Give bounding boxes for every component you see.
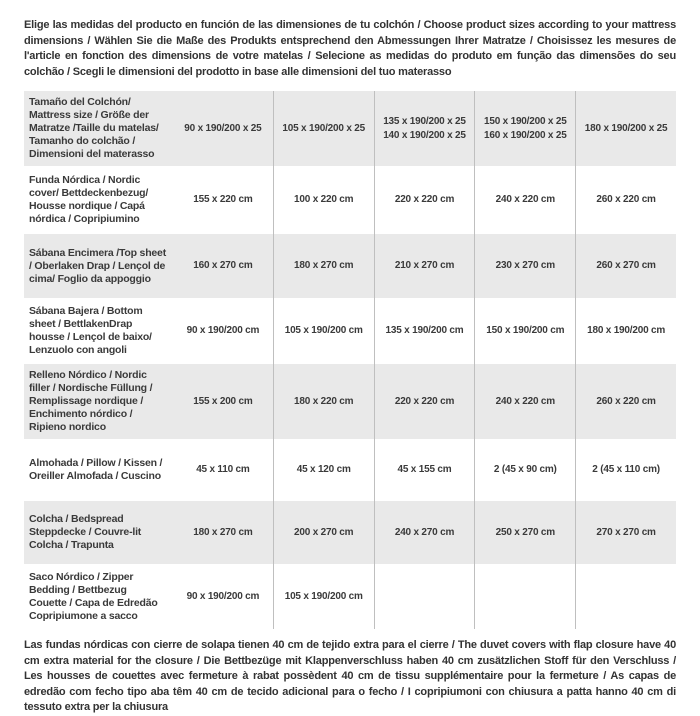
size-cell (173, 501, 273, 564)
size-value: 150 x 190/200 cm (486, 325, 565, 336)
size-cell (173, 166, 273, 234)
row-label: Almohada / Pillow / Kissen / Oreiller Almofada / Cuscino (29, 457, 163, 482)
size-value: 240 x 270 cm (394, 526, 455, 538)
size-cell (474, 364, 575, 439)
size-value: 90 x 190/200 cm (186, 325, 260, 336)
size-cell (474, 91, 575, 166)
size-value: 155 x 200 cm (193, 395, 253, 407)
size-cell (374, 364, 475, 439)
size-cell (474, 439, 575, 501)
size-value: 45 x 155 cm (397, 464, 452, 475)
size-cell (273, 166, 374, 234)
size-value: 210 x 270 cm (394, 260, 455, 271)
size-value: 150 x 190/200 x 25 (483, 115, 567, 127)
size-cell (474, 501, 575, 564)
size-cell (374, 91, 475, 166)
size-cell (173, 91, 273, 166)
size-value: 160 x 270 cm (193, 260, 253, 271)
size-cell (374, 298, 475, 364)
size-value: 90 x 190/200 x 25 (184, 122, 262, 134)
size-value: 155 x 220 cm (193, 194, 253, 205)
size-value: 270 x 270 cm (596, 526, 656, 538)
intro-text: Elige las medidas del producto en función de las dimensiones de tu colchón / Choose product sizes according to your mattress dimensions / Wählen Sie die Maße des Produkts entsprechend den Abmessungen Ihrer Matratze / Choisissez les mesures de l'article en fonction des dimensions de votre matelas / Selecione as medidas do produto em função das dimensões do seu colchão / Scegli le dimensioni del prodotto in base alle dimensioni del tuo materasso (24, 19, 676, 78)
size-cell (575, 298, 676, 364)
size-cell (575, 501, 676, 564)
table-row-nordic-filler (24, 364, 676, 439)
size-cell (575, 564, 676, 629)
size-cell (273, 564, 374, 629)
size-cell (575, 91, 676, 166)
size-value: 180 x 270 cm (294, 260, 354, 271)
size-table (24, 91, 676, 629)
size-cell (273, 501, 374, 564)
size-value: 90 x 190/200 cm (186, 590, 260, 602)
size-cell (173, 439, 273, 501)
size-value: 2 (45 x 90 cm) (493, 464, 557, 475)
size-value: 45 x 120 cm (296, 464, 351, 475)
row-label: Funda Nórdica / Nordic cover/ Bettdeckenbezug/ Housse nordique / Capá nórdica / Copripiumino (29, 174, 149, 225)
size-cell (273, 298, 374, 364)
size-value: 260 x 270 cm (596, 260, 656, 271)
size-value: 240 x 220 cm (495, 194, 555, 205)
size-cell (374, 501, 475, 564)
size-value: 260 x 220 cm (596, 395, 656, 407)
size-cell (374, 564, 475, 629)
size-value: 160 x 190/200 x 25 (483, 129, 567, 141)
size-cell (374, 234, 475, 298)
size-cell (273, 439, 374, 501)
size-value: 230 x 270 cm (495, 260, 555, 271)
size-cell (575, 234, 676, 298)
size-value: 220 x 220 cm (394, 395, 455, 407)
size-value: 260 x 220 cm (596, 194, 656, 205)
size-cell (575, 439, 676, 501)
size-value: 105 x 190/200 cm (284, 590, 363, 602)
size-value: 105 x 190/200 cm (284, 325, 363, 336)
size-value: 220 x 220 cm (394, 194, 455, 205)
size-value: 240 x 220 cm (495, 395, 555, 407)
size-value: 250 x 270 cm (495, 526, 555, 538)
footer-note: Las fundas nórdicas con cierre de solapa tienen 40 cm de tejido extra para el cierre / The duvet covers with flap closure have 40 cm extra material for the closure / Die Bettbezüge mit Klappenverschluss haben 40 cm zusätzlichen Stoff für den Verschluss / Les housses de couettes avec fermeture à rabat possèdent 40 cm de tissu supplémentaire pour la fermeture / As capas de edredão com fecho tipo aba têm 40 cm de tecido adicional para o fecho / I copripiumoni con chiusura a patta hanno 40 cm di tessuto extra per la chiusura (24, 639, 676, 713)
size-value: 105 x 190/200 x 25 (282, 122, 365, 134)
size-value: 135 x 190/200 x 25 (383, 115, 466, 127)
size-cell (173, 234, 273, 298)
size-cell (374, 166, 475, 234)
row-label: Relleno Nórdico / Nordic filler / Nordische Füllung / Remplissage nordique / Enchimento nórdico / Ripieno nordico (29, 369, 153, 433)
row-label: Saco Nórdico / Zipper Bedding / Bettbezug Couette / Capa de Edredão Copripiumone a sacco (29, 570, 158, 622)
size-cell (474, 166, 575, 234)
row-label: Colcha / Bedspread Steppdecke / Couvre-lit Colcha / Trapunta (29, 513, 142, 551)
size-value: 2 (45 x 110 cm) (592, 464, 660, 475)
size-value: 180 x 190/200 x 25 (584, 122, 668, 134)
size-cell (575, 364, 676, 439)
size-cell (173, 364, 273, 439)
table-row-mattress-size (24, 91, 676, 166)
size-cell (273, 364, 374, 439)
size-cell (273, 234, 374, 298)
row-label: Sábana Encimera /Top sheet / Oberlaken Drap / Lençol de cima/ Foglio da appoggio (29, 246, 166, 285)
row-label: Sábana Bajera / Bottom sheet / BettlakenDrap housse / Lençol de baixo/ Lenzuolo con angoli (29, 305, 152, 356)
size-value: 100 x 220 cm (294, 194, 354, 205)
size-cell (474, 234, 575, 298)
table-row-bottom-sheet (24, 298, 676, 364)
size-value: 180 x 190/200 cm (587, 325, 666, 336)
row-label: Tamaño del Colchón/ Mattress size / Größe der Matratze /Taille du matelas/ Tamanho do colchão / Dimensioni del materasso (29, 96, 159, 160)
table-row-pillow (24, 439, 676, 501)
size-cell (474, 564, 575, 629)
size-cell (173, 298, 273, 364)
table-row-bedspread (24, 501, 676, 564)
size-value: 135 x 190/200 cm (385, 325, 464, 336)
size-value: 180 x 270 cm (193, 526, 253, 538)
size-value: 180 x 220 cm (294, 395, 354, 407)
table-row-duvet-cover (24, 166, 676, 234)
size-value: 140 x 190/200 x 25 (383, 129, 466, 141)
table-row-top-sheet (24, 234, 676, 298)
size-cell (374, 439, 475, 501)
table-row-zipper-bedding (24, 564, 676, 629)
size-value: 200 x 270 cm (294, 526, 354, 538)
size-value: 45 x 110 cm (196, 464, 250, 475)
size-cell (273, 91, 374, 166)
size-cell (575, 166, 676, 234)
size-cell (173, 564, 273, 629)
size-cell (474, 298, 575, 364)
